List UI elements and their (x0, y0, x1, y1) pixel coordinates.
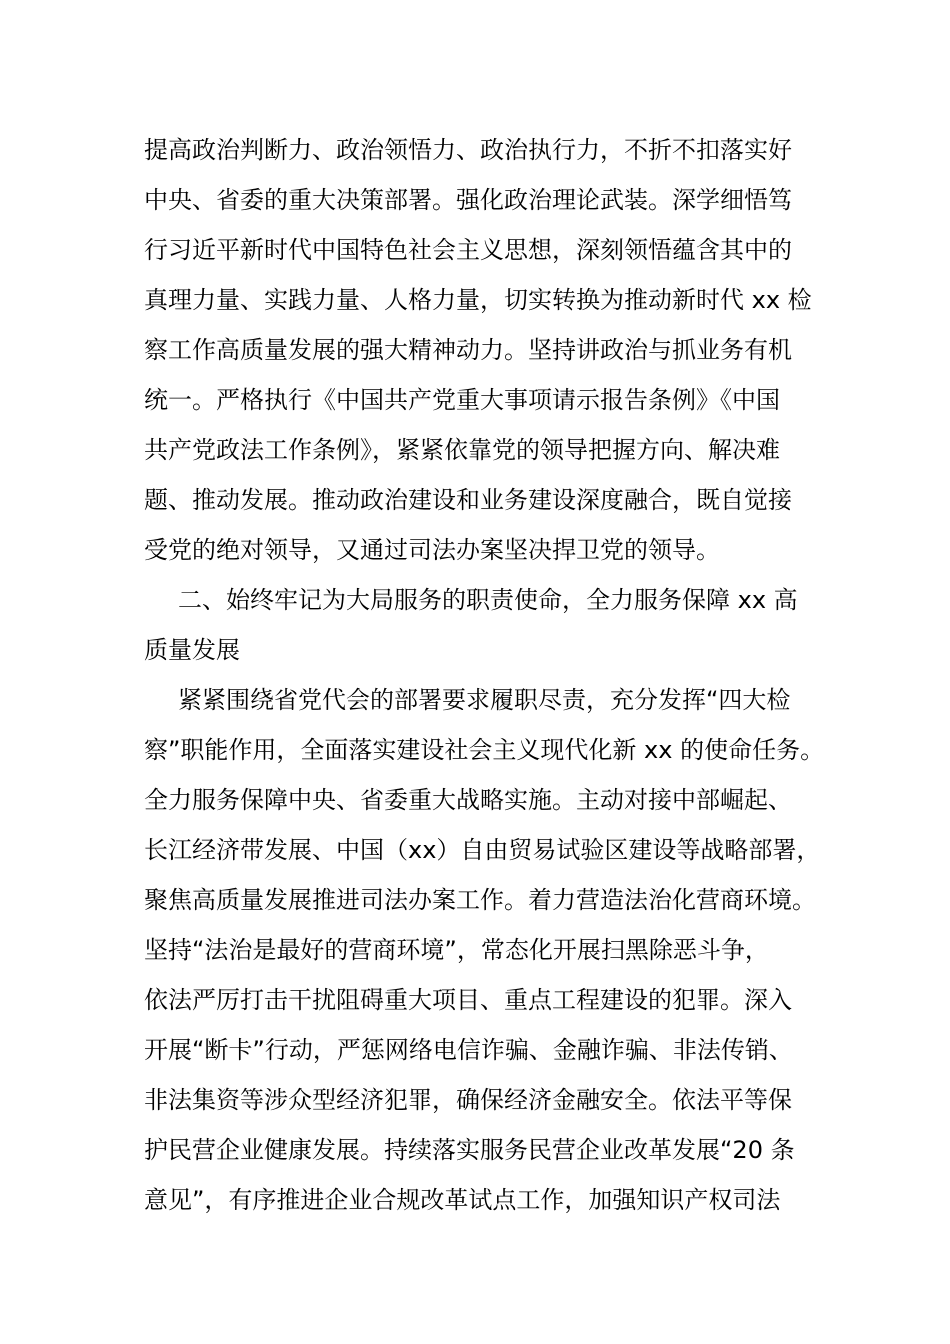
text-line: 统一。严格执行《中国共产党重大事项请示报告条例》《中国 (144, 386, 780, 414)
section-heading-continued: 质量发展 (144, 636, 240, 664)
text-line: 长江经济带发展、中国（xx）自由贸易试验区建设等战略部署， (144, 836, 821, 864)
text-line: 察工作高质量发展的强大精神动力。坚持讲政治与抓业务有机 (144, 336, 792, 364)
text-line: 非法集资等涉众型经济犯罪，确保经济金融安全。依法平等保 (144, 1086, 792, 1114)
text-line: 题、推动发展。推动政治建设和业务建设深度融合，既自觉接 (144, 486, 792, 514)
text-line: 坚持“法治是最好的营商环境”，常态化开展扫黑除恶斗争， (144, 936, 769, 964)
text-line: 全力服务保障中央、省委重大战略实施。主动对接中部崛起、 (144, 786, 792, 814)
text-line: 提高政治判断力、政治领悟力、政治执行力，不折不扣落实好 (144, 136, 792, 164)
text-line: 真理力量、实践力量、人格力量，切实转换为推动新时代 xx 检 (144, 286, 812, 314)
text-line: 意见”，有序推进企业合规改革试点工作，加强知识产权司法 (144, 1186, 781, 1214)
text-line: 行习近平新时代中国特色社会主义思想，深刻领悟蕴含其中的 (144, 236, 792, 264)
section-heading: 二、始终牢记为大局服务的职责使命，全力服务保障 xx 高 (178, 586, 798, 614)
text-line: 中央、省委的重大决策部署。强化政治理论武装。深学细悟笃 (144, 186, 792, 214)
text-line: 共产党政法工作条例》，紧紧依靠党的领导把握方向、解决难 (144, 436, 780, 464)
text-line: 受党的绝对领导，又通过司法办案坚决捍卫党的领导。 (144, 536, 720, 564)
text-line: 开展“断卡”行动，严惩网络电信诈骗、金融诈骗、非法传销、 (144, 1036, 793, 1064)
text-line: 聚焦高质量发展推进司法办案工作。着力营造法治化营商环境。 (144, 886, 816, 914)
paragraph-start: 紧紧围绕省党代会的部署要求履职尽责，充分发挥“四大检 (178, 686, 791, 714)
text-line: 依法严厉打击干扰阻碍重大项目、重点工程建设的犯罪。深入 (144, 986, 792, 1014)
text-line: 护民营企业健康发展。持续落实服务民营企业改革发展“20 条 (144, 1136, 795, 1164)
text-line: 察”职能作用，全面落实建设社会主义现代化新 xx 的使命任务。 (144, 736, 825, 764)
body-text (144, 125, 824, 1225)
